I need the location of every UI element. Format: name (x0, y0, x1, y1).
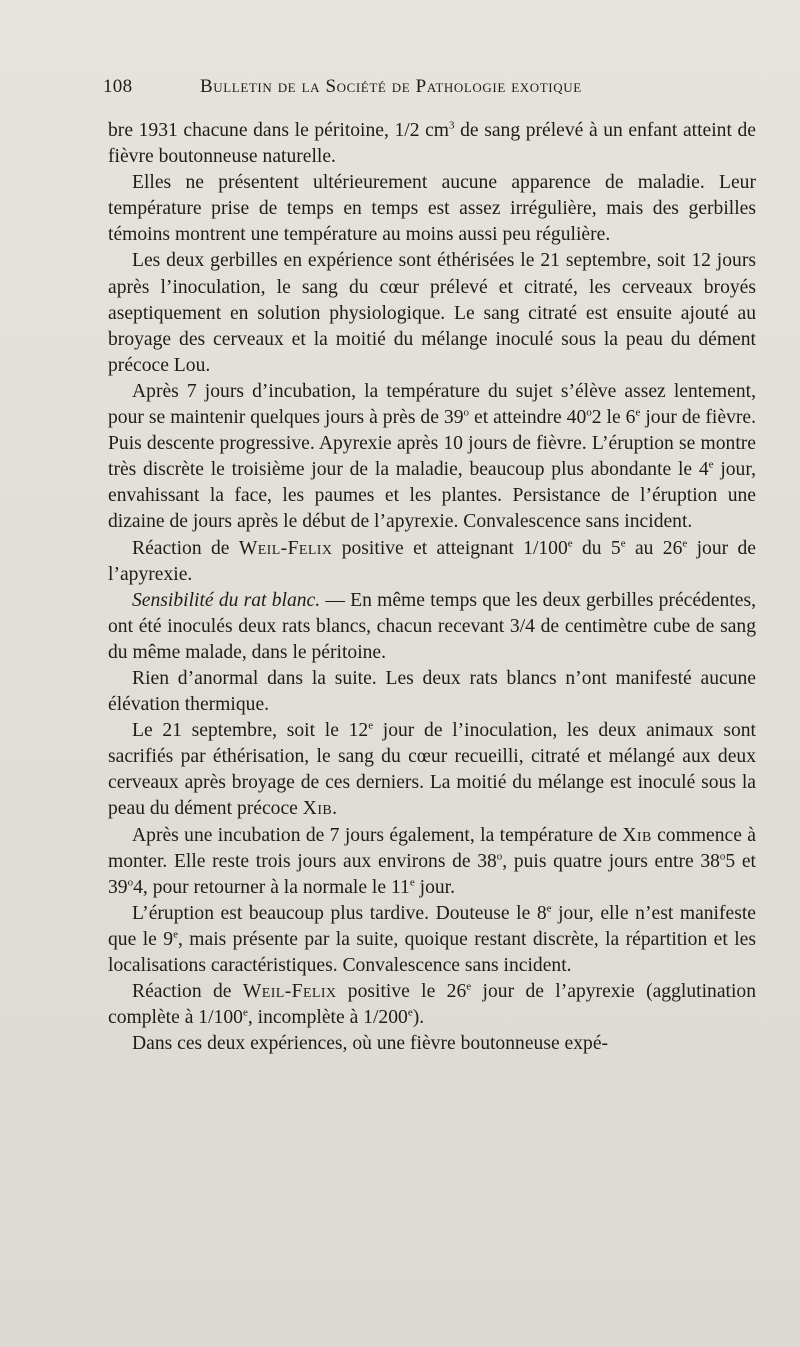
author-name: Weil-Felix (238, 537, 333, 559)
paragraph-7: Rien d’anormal dans la suite. Les deux rats blancs n’ont manifesté aucune élévation thermique. (108, 667, 756, 716)
author-name: Weil-Felix (242, 981, 337, 1003)
paragraph-2: Elles ne présentent ultérieurement aucune apparence de maladie. Leur température prise de temps en temps est assez irrégulière, mais des gerbilles témoins montrent une température au moins aussi peu régulière. (108, 172, 756, 246)
paragraph-8: Le 21 septembre, soit le 12e jour de l’inoculation, les deux animaux sont sacrifiés par éthérisation, le sang du cœur recueilli, citraté et mélangé aux deux cerveaux après broyage de ces derniers. La moitié du mélange est inoculé sous la peau du dément précoce Xib. (108, 719, 756, 820)
paragraph-11: Réaction de Weil-Felix positive le 26e jour de l’apyrexie (agglutination complète à 1/100e, incomplète à 1/200e). (108, 980, 756, 1029)
patient-name: Xib (622, 824, 652, 846)
page-number: 108 (103, 76, 133, 97)
page-header (103, 76, 663, 106)
section-heading-italic: Sensibilité du rat blanc. (132, 589, 321, 611)
paragraph-6: Sensibilité du rat blanc. — En même temps que les deux gerbilles précédentes, ont été inoculés deux rats blancs, chacun recevant 3/4 de centimètre cube de sang du même malade, dans le péritoine. (108, 589, 756, 663)
paragraph-9: Après une incubation de 7 jours également, la température de Xib commence à monter. Elle reste trois jours aux environs de 38$^o$, puis quatre jours entre 38$^o$5 et 39$^o$4, pour retourner à la normale le 11e jour. (108, 824, 756, 898)
patient-name: Xib (302, 798, 333, 820)
paragraph-3: Les deux gerbilles en expérience sont éthérisées le 21 septembre, soit 12 jours après l’inoculation, le sang du cœur prélevé et citraté, les cerveaux broyés aseptiquement en solution physiologique. Le sang citraté est ensuite ajouté au broyage des cerveaux et la moitié du mélange inoculé sous la peau du dément précoce Lou. (108, 250, 756, 376)
body-text (108, 118, 756, 1057)
paragraph-5: Réaction de Weil-Felix positive et atteignant 1/100e du 5e au 26e jour de l’apyrexie. (108, 536, 757, 585)
running-title: Bulletin de la Société de Pathologie exotique (200, 76, 582, 97)
paragraph-10: L’éruption est beaucoup plus tardive. Douteuse le 8e jour, elle n’est manifeste que le 9e, mais présente par la suite, quoique restant discrète, la répartition et les localisations caractéristiques. Convalescence sans incident. (108, 902, 756, 976)
paragraph-1: bre 1931 chacune dans le péritoine, 1/2 $cm^3$ de sang prélevé à un enfant atteint de fièvre boutonneuse naturelle. (108, 119, 756, 168)
paragraph-12: Dans ces deux expériences, où une fièvre boutonneuse expé- (132, 1033, 609, 1055)
paragraph-4: Après 7 jours d’incubation, la température du sujet s’élève assez lentement, pour se maintenir quelques jours à près de 39$^o$ et atteindre 40$^o$2 le 6e jour de fièvre. Puis descente progressive. Apyrexie après 10 jours de fièvre. L’éruption se montre très discrète le troisième jour de la maladie, beaucoup plus abondante le 4e jour, envahissant la face, les paumes et les plantes. Persistance de l’éruption une dizaine de jours après le début de l’apyrexie. Convalescence sans incident. (108, 380, 756, 533)
